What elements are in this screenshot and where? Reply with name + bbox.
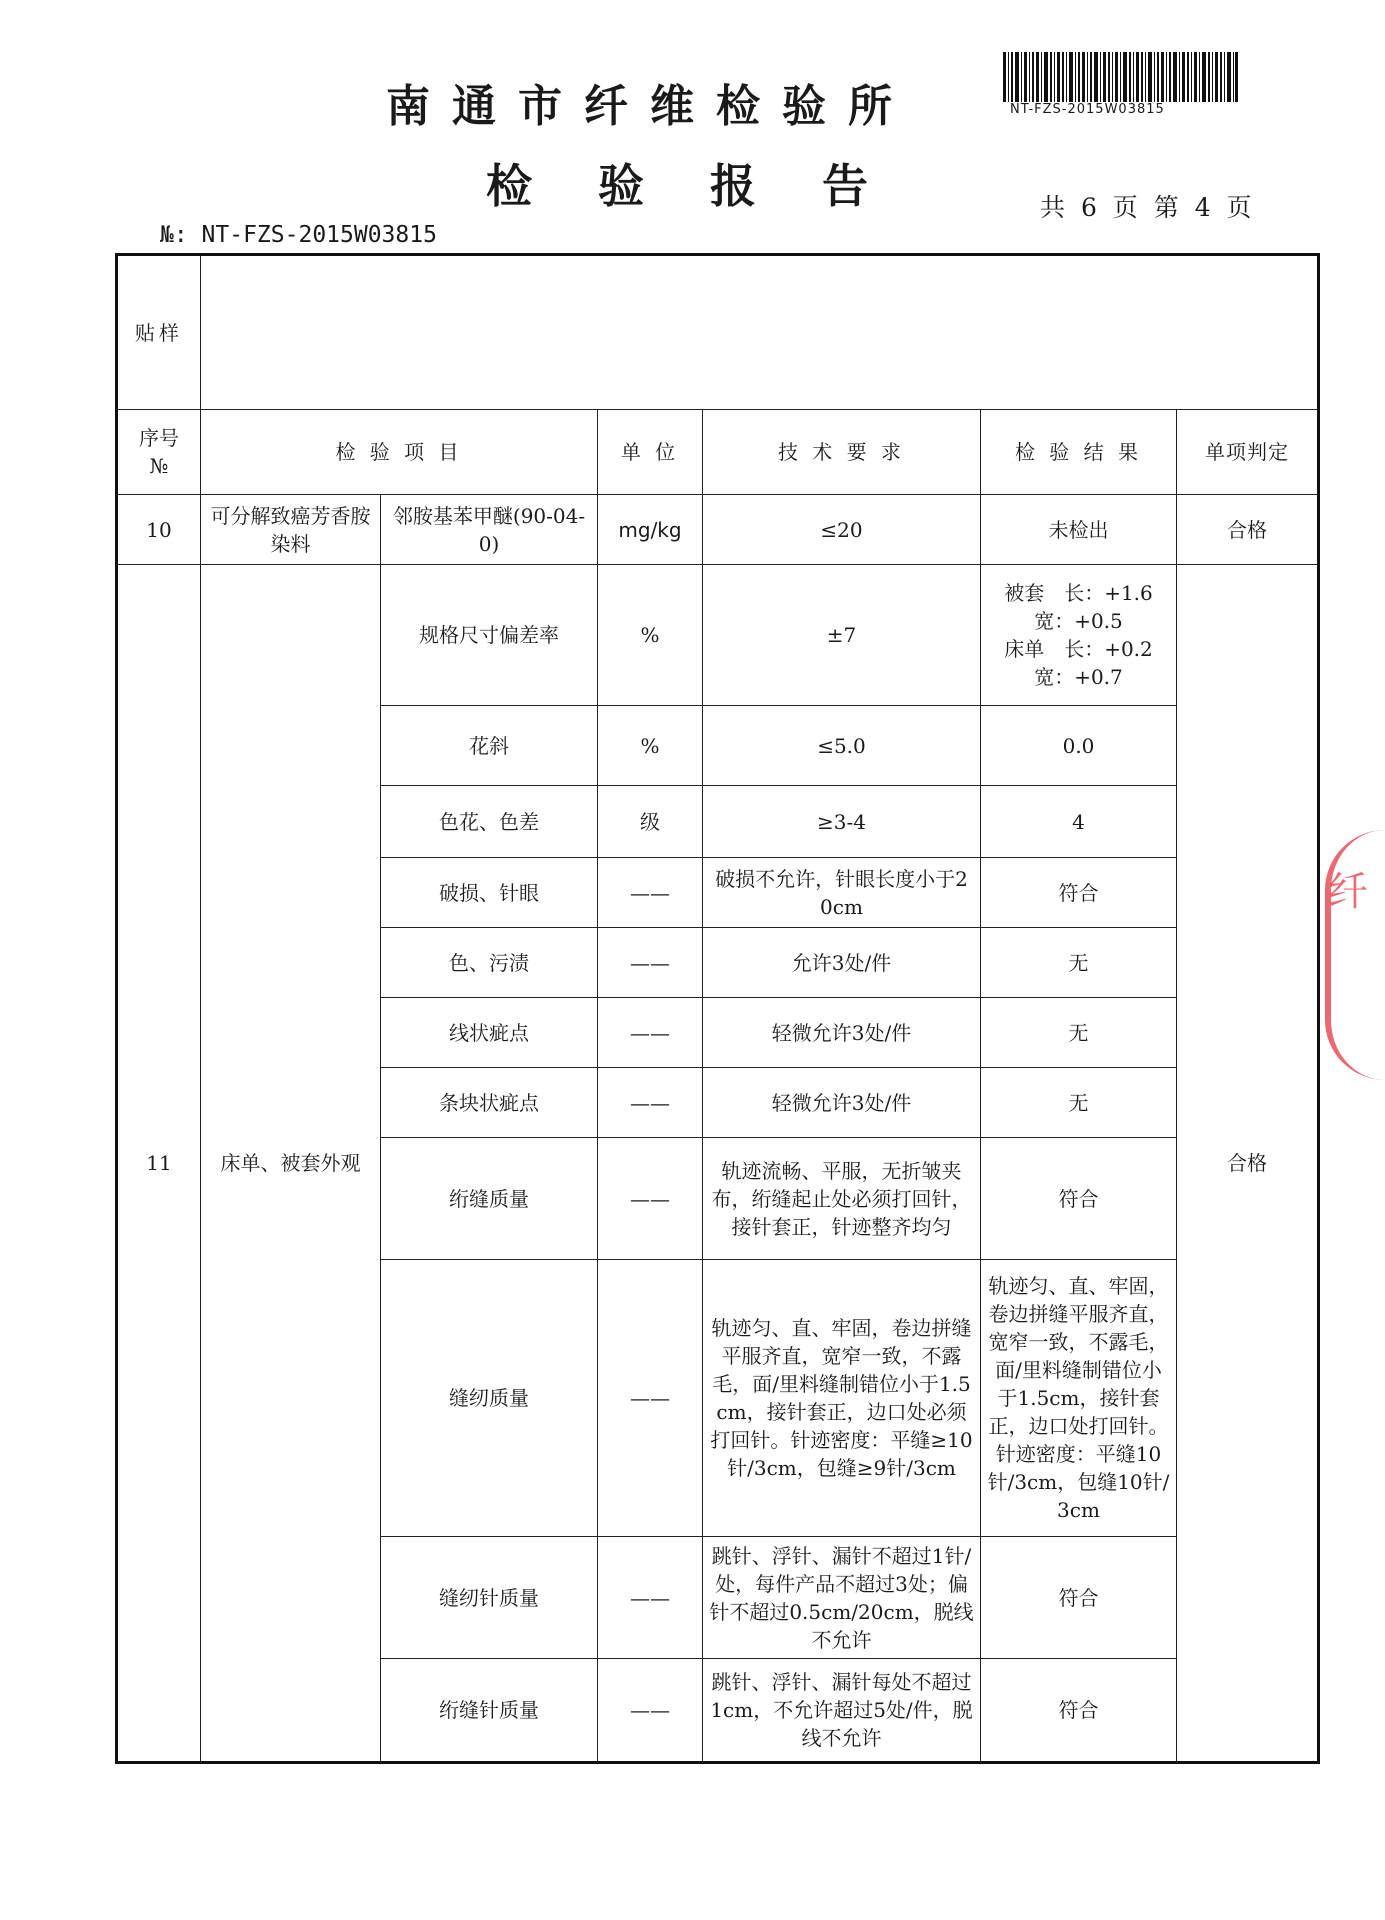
item-cell: 破损、针眼 <box>381 858 598 928</box>
seq-header-no: № <box>149 454 169 478</box>
requirement-cell: 轻微允许3处/件 <box>703 1068 981 1138</box>
item-cell: 线状疵点 <box>381 998 598 1068</box>
unit-cell: —— <box>598 1138 703 1260</box>
item-cell: 绗缝质量 <box>381 1138 598 1260</box>
table-row <box>117 565 1319 706</box>
institute-name: 南通市纤维检验所 <box>386 81 914 132</box>
unit-cell: % <box>598 565 703 706</box>
seq-cell: 11 <box>117 565 201 1763</box>
unit-cell: —— <box>598 998 703 1068</box>
category-cell: 床单、被套外观 <box>201 565 381 1763</box>
result-line: 被套 长：+1.6 <box>1004 581 1153 605</box>
item-cell: 规格尺寸偏差率 <box>381 565 598 706</box>
item-cell: 邻胺基苯甲醚(90-04-0) <box>381 495 598 565</box>
unit-cell: mg/kg <box>598 495 703 565</box>
result-cell: 轨迹匀、直、牢固，卷边拼缝平服齐直，宽窄一致，不露毛，面/里料缝制错位小于1.5cm，接针套正，边口处打回针。针迹密度：平缝10针/3cm，包缝10针/3cm <box>981 1260 1177 1537</box>
item-cell: 色花、色差 <box>381 786 598 858</box>
requirement-cell: 轨迹流畅、平服，无折皱夹布，绗缝起止处必须打回针，接针套正，针迹整齐均匀 <box>703 1138 981 1260</box>
item-cell: 缝纫质量 <box>381 1260 598 1537</box>
category-cell: 可分解致癌芳香胺染料 <box>201 495 381 565</box>
requirement-cell: ≥3-4 <box>703 786 981 858</box>
document-title: 检验报告 <box>486 159 934 213</box>
unit-cell: —— <box>598 1537 703 1659</box>
result-cell: 符合 <box>981 1537 1177 1659</box>
result-header: 检 验 结 果 <box>981 410 1177 495</box>
inspection-table <box>115 253 1320 1764</box>
result-cell: 无 <box>981 998 1177 1068</box>
requirement-cell: 跳针、浮针、漏针每处不超过1cm，不允许超过5处/件，脱线不允许 <box>703 1659 981 1763</box>
unit-cell: —— <box>598 1260 703 1537</box>
result-cell: 无 <box>981 928 1177 998</box>
unit-header: 单 位 <box>598 410 703 495</box>
result-cell: 符合 <box>981 858 1177 928</box>
result-cell: 符合 <box>981 1138 1177 1260</box>
stamp-character: 纤 <box>1328 869 1368 915</box>
unit-cell: —— <box>598 858 703 928</box>
result-cell <box>981 565 1177 706</box>
item-cell: 绗缝针质量 <box>381 1659 598 1763</box>
requirement-cell: 破损不允许，针眼长度小于20cm <box>703 858 981 928</box>
requirement-cell: ≤5.0 <box>703 706 981 786</box>
item-cell: 花斜 <box>381 706 598 786</box>
page-info: 共 6 页 第 4 页 <box>1040 193 1256 222</box>
requirement-cell: ≤20 <box>703 495 981 565</box>
requirement-cell: 轨迹匀、直、牢固，卷边拼缝平服齐直，宽窄一致，不露毛，面/里料缝制错位小于1.5cm，接针套正，边口处必须打回针。针迹密度：平缝≥10针/3cm，包缝≥9针/3cm <box>703 1260 981 1537</box>
sample-area <box>201 255 1319 410</box>
report-number: №: NT-FZS-2015W03815 <box>160 222 437 248</box>
result-line: 宽：+0.5 <box>1034 609 1123 633</box>
unit-cell: —— <box>598 1659 703 1763</box>
requirement-cell: ±7 <box>703 565 981 706</box>
barcode <box>1003 52 1238 102</box>
requirement-cell: 轻微允许3处/件 <box>703 998 981 1068</box>
result-line: 床单 长：+0.2 <box>1004 637 1153 661</box>
unit-cell: —— <box>598 1068 703 1138</box>
seq-header-label: 序号 <box>139 426 179 450</box>
result-line: 宽：+0.7 <box>1034 665 1123 689</box>
item-cell: 缝纫针质量 <box>381 1537 598 1659</box>
table-row <box>117 495 1319 565</box>
requirement-cell: 允许3处/件 <box>703 928 981 998</box>
result-cell: 无 <box>981 1068 1177 1138</box>
seq-header <box>117 410 201 495</box>
judgement-cell: 合格 <box>1177 495 1319 565</box>
requirement-cell: 跳针、浮针、漏针不超过1针/处，每件产品不超过3处；偏针不超过0.5cm/20cm，脱线不允许 <box>703 1537 981 1659</box>
result-cell: 未检出 <box>981 495 1177 565</box>
item-cell: 条块状疵点 <box>381 1068 598 1138</box>
judgement-header: 单项判定 <box>1177 410 1319 495</box>
unit-cell: % <box>598 706 703 786</box>
judgement-cell: 合格 <box>1177 565 1319 1763</box>
requirement-header: 技 术 要 求 <box>703 410 981 495</box>
result-cell: 4 <box>981 786 1177 858</box>
unit-cell: 级 <box>598 786 703 858</box>
result-cell: 符合 <box>981 1659 1177 1763</box>
sample-label: 贴样 <box>117 255 201 410</box>
result-cell: 0.0 <box>981 706 1177 786</box>
barcode-number: NT-FZS-2015W03815 <box>1010 102 1165 117</box>
sample-row <box>117 255 1319 410</box>
header-row <box>117 410 1319 495</box>
seq-cell: 10 <box>117 495 201 565</box>
item-header: 检 验 项 目 <box>201 410 598 495</box>
unit-cell: —— <box>598 928 703 998</box>
item-cell: 色、污渍 <box>381 928 598 998</box>
